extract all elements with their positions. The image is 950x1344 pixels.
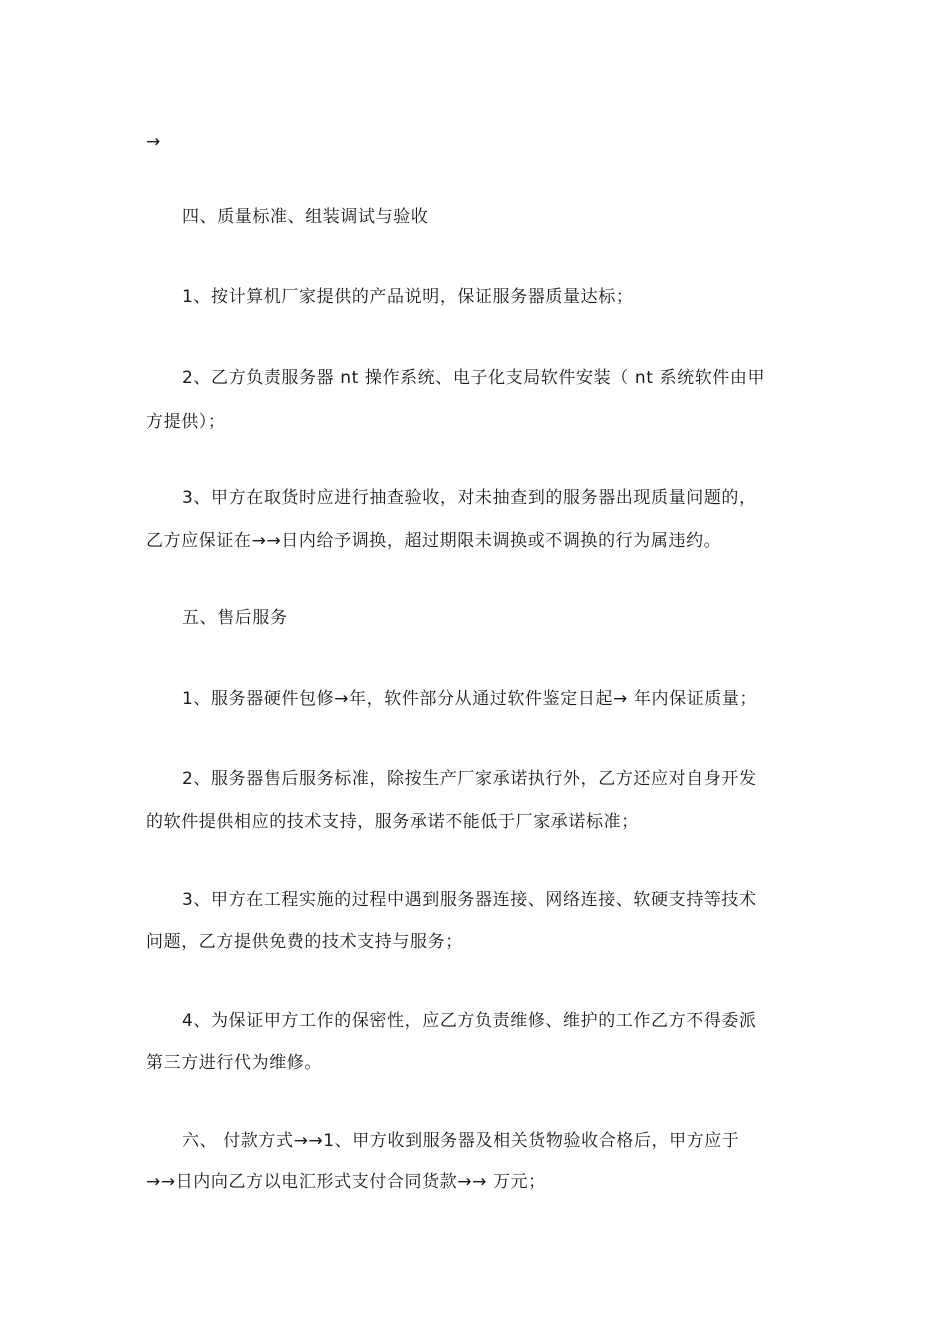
paragraph-line: 乙方应保证在→→日内给予调换，超过期限未调换或不调换的行为属违约。 [146,531,722,551]
section-heading-quality: 四、质量标准、组装调试与验收 [182,207,429,227]
arrow-mark: → [146,132,161,152]
paragraph-line: 4、为保证甲方工作的保密性，应乙方负责维修、维护的工作乙方不得委派 [182,1011,757,1031]
paragraph-line: 2、乙方负责服务器 nt 操作系统、电子化支局软件安装（ nt 系统软件由甲 [182,368,766,388]
paragraph-line: 2、服务器售后服务标准，除按生产厂家承诺执行外，乙方还应对自身开发 [182,769,757,789]
paragraph-line: 3、甲方在取货时应进行抽查验收，对未抽查到的服务器出现质量问题的， [182,488,757,508]
paragraph-line: →→日内向乙方以电汇形式支付合同货款→→ 万元； [146,1172,546,1192]
paragraph-line: 1、服务器硬件包修→年，软件部分从通过软件鉴定日起→ 年内保证质量； [182,689,758,709]
paragraph-line: 1、按计算机厂家提供的产品说明，保证服务器质量达标； [182,287,634,307]
paragraph-line: 第三方进行代为维修。 [146,1053,322,1073]
section-heading-payment: 六、 付款方式→→1、甲方收到服务器及相关货物验收合格后，甲方应于 [182,1131,740,1151]
paragraph-line: 3、甲方在工程实施的过程中遇到服务器连接、网络连接、软硬支持等技术 [182,890,757,910]
section-heading-after-sales: 五、售后服务 [182,608,288,628]
paragraph-line: 方提供）； [146,412,226,432]
paragraph-line: 问题，乙方提供免费的技术支持与服务； [146,932,463,952]
paragraph-line: 的软件提供相应的技术支持，服务承诺不能低于厂家承诺标准； [146,812,639,832]
